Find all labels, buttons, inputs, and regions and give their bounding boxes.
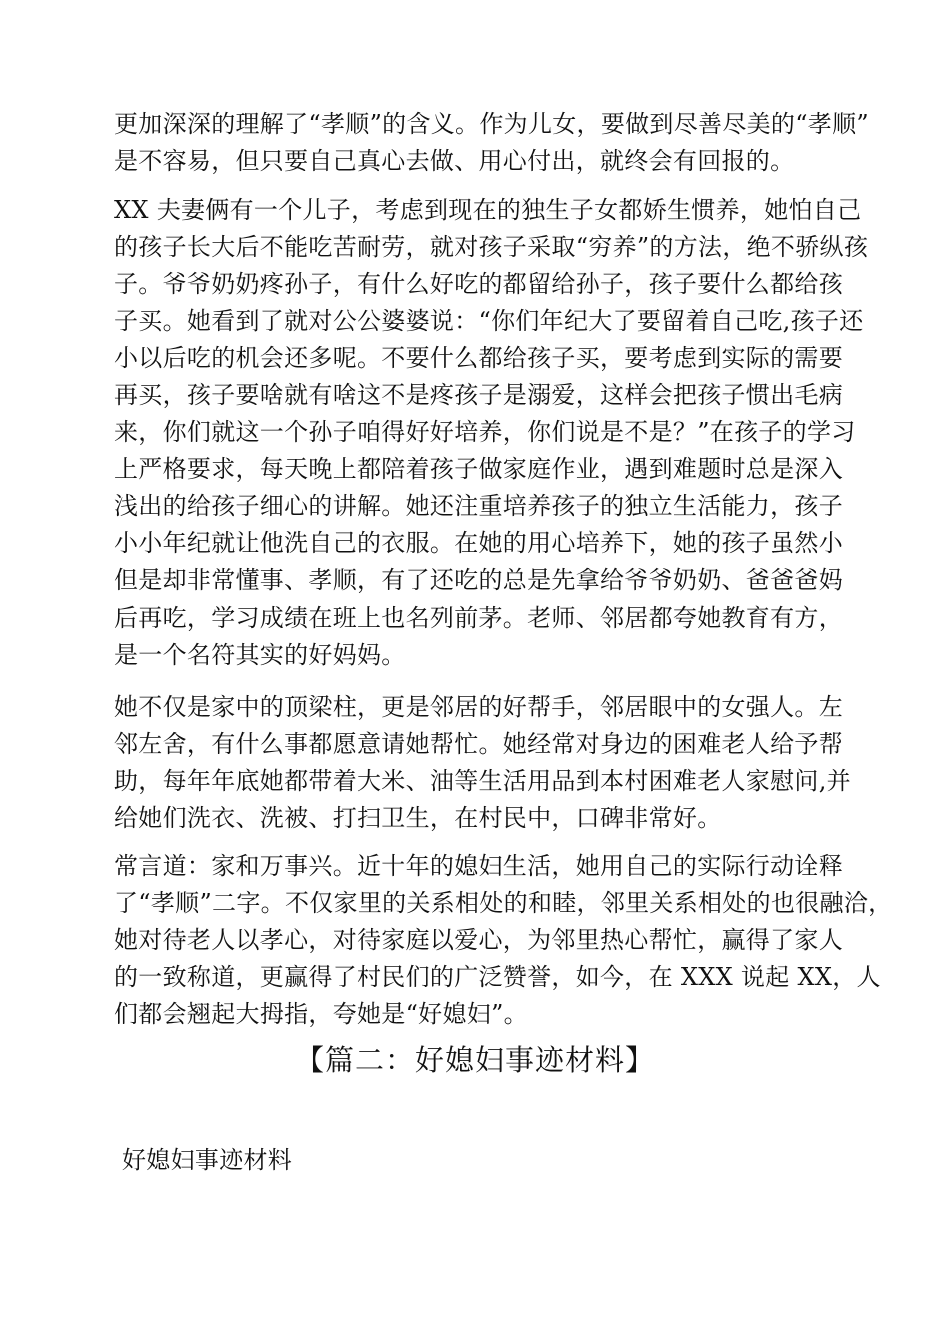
text-line: 后再吃，学习成绩在班上也名列前茅。老师、邻居都夸她教育有方，: [114, 604, 843, 632]
text-line: 她对待老人以孝心，对待家庭以爱心，为邻里热心帮忙，赢得了家人: [114, 926, 843, 954]
paragraph-harmony-summary: [114, 848, 893, 1033]
text-line: 是一个名符其实的好妈妈。: [114, 641, 406, 669]
text-line: 邻左舍，有什么事都愿意请她帮忙。她经常对身边的困难老人给予帮: [114, 730, 843, 758]
text-line: 但是却非常懂事、孝顺，有了还吃的总是先拿给爷爷奶奶、爸爸爸妈: [114, 566, 843, 594]
paragraph-neighbor-helper: [114, 689, 851, 837]
text-line: 她不仅是家中的顶梁柱，更是邻居的好帮手，邻居眼中的女强人。左: [114, 693, 843, 721]
text-line: XX 夫妻俩有一个儿子，考虑到现在的独生子女都娇生惯养，她怕自己: [114, 196, 862, 224]
text-line: 来，你们就这一个孙子咱得好好培养，你们说是不是？”在孩子的学习: [114, 418, 856, 446]
text-line: 子。爷爷奶奶疼孙子，有什么好吃的都留给孙子，孩子要什么都给孩: [114, 270, 843, 298]
text-line: 是不容易，但只要自己真心去做、用心付出，就终会有回报的。: [114, 147, 795, 175]
text-line: 浅出的给孩子细心的讲解。她还注重培养孩子的独立生活能力，孩子: [114, 492, 843, 520]
text-line: 再买，孩子要啥就有啥这不是疼孩子是溺爱，这样会把孩子惯出毛病: [114, 381, 843, 409]
text-line: 常言道：家和万事兴。近十年的媳妇生活，她用自己的实际行动诠释: [114, 852, 843, 880]
text-line: 的孩子长大后不能吃苦耐劳，就对孩子采取“穷养”的方法，绝不骄纵孩: [114, 233, 869, 261]
text-line: 助，每年年底她都带着大米、油等生活用品到本村困难老人家慰问,并: [114, 767, 851, 795]
text-line: 们都会翘起大拇指，夸她是“好媳妇”。: [114, 1000, 528, 1028]
text-line: 给她们洗衣、洗被、打扫卫生，在村民中，口碑非常好。: [114, 804, 722, 832]
text-line: 小以后吃的机会还多呢。不要什么都给孩子买，要考虑到实际的需要: [114, 344, 843, 372]
text-line: 的一致称道，更赢得了村民们的广泛赞誉，如今，在 XXX 说起 XX，人: [114, 963, 881, 991]
text-line: 小小年纪就让他洗自己的衣服。在她的用心培养下，她的孩子虽然小: [114, 529, 843, 557]
text-line: 子买。她看到了就对公公婆婆说：“你们年纪大了要留着自己吃,孩子还: [114, 307, 864, 335]
text-line: 更加深深的理解了“孝顺”的含义。作为儿女，要做到尽善尽美的“孝顺”: [114, 110, 869, 138]
section-heading: 【篇二：好媳妇事迹材料】: [294, 1043, 655, 1077]
section-subtitle: 好媳妇事迹材料: [122, 1146, 293, 1174]
paragraph-raising-son: [114, 192, 869, 599]
paragraph-good-mother: [114, 600, 844, 674]
text-line: 上严格要求，每天晚上都陪着孩子做家庭作业，遇到难题时总是深入: [114, 455, 843, 483]
text-line: 了“孝顺”二字。不仅家里的关系相处的和睦，邻里关系相处的也很融洽，: [114, 889, 893, 917]
paragraph-filial-meaning: [114, 106, 869, 180]
